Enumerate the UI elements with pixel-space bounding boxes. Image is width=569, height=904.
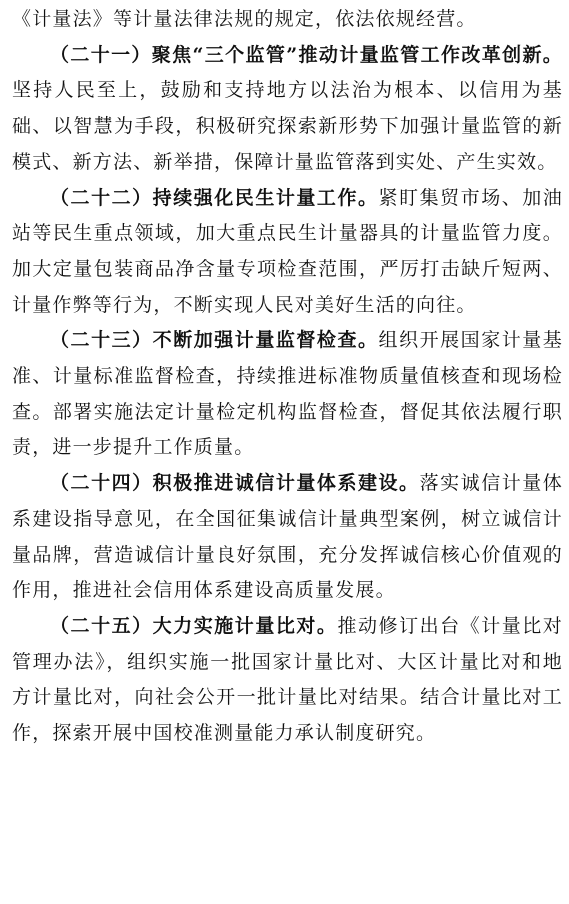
paragraph-heading: （二十一）聚焦“三个监管”推动计量监管工作改革创新。 <box>50 43 563 66</box>
paragraph-item-23 <box>12 323 563 466</box>
paragraph-body: 《计量法》等计量法律法规的规定，依法依规经营。 <box>12 8 477 30</box>
paragraph-body: 落实诚信计量体系建设指导意见，在全国征集诚信计量典型案例，树立诚信计量品牌，营造诚信计量良好氛围，充分发挥诚信核心价值观的作用，推进社会信用体系建设高质量发展。 <box>12 472 563 602</box>
paragraph-item-25 <box>12 609 563 752</box>
paragraph-heading: （二十四）积极推进诚信计量体系建设。 <box>50 472 420 495</box>
paragraph-item-24 <box>12 466 563 609</box>
paragraph-body: 紧盯集贸市场、加油站等民生重点领域，加大重点民生计量器具的计量监管力度。加大定量包装商品净含量专项检查范围，严厉打击缺斤短两、计量作弊等行为，不断实现人民对美好生活的向往。 <box>12 186 563 316</box>
paragraph-heading: （二十五）大力实施计量比对。 <box>50 614 338 637</box>
paragraph-heading: （二十三）不断加强计量监督检查。 <box>50 329 379 352</box>
paragraph-body: 推动修订出台《计量比对管理办法》，组织实施一批国家计量比对、大区计量比对和地方计量比对，向社会公开一批计量比对结果。结合计量比对工作，探索开展中国校准测量能力承认制度研究。 <box>12 614 563 745</box>
paragraph-item-21 <box>12 38 563 181</box>
paragraph-continuation <box>12 2 563 38</box>
paragraph-body: 组织开展国家计量基准、计量标准监督检查，持续推进标准物质量值核查和现场检查。部署实施法定计量检定机构监督检查，督促其依法履行职责，进一步提升工作质量。 <box>12 329 563 459</box>
paragraph-body: 坚持人民至上，鼓励和支持地方以法治为根本、以信用为基础、以智慧为手段，积极研究探索新形势下加强计量监管的新模式、新方法、新举措，保障计量监管落到实处、产生实效。 <box>12 79 563 173</box>
paragraph-heading: （二十二）持续强化民生计量工作。 <box>50 186 379 209</box>
document-page <box>0 2 569 904</box>
paragraph-item-22 <box>12 181 563 324</box>
